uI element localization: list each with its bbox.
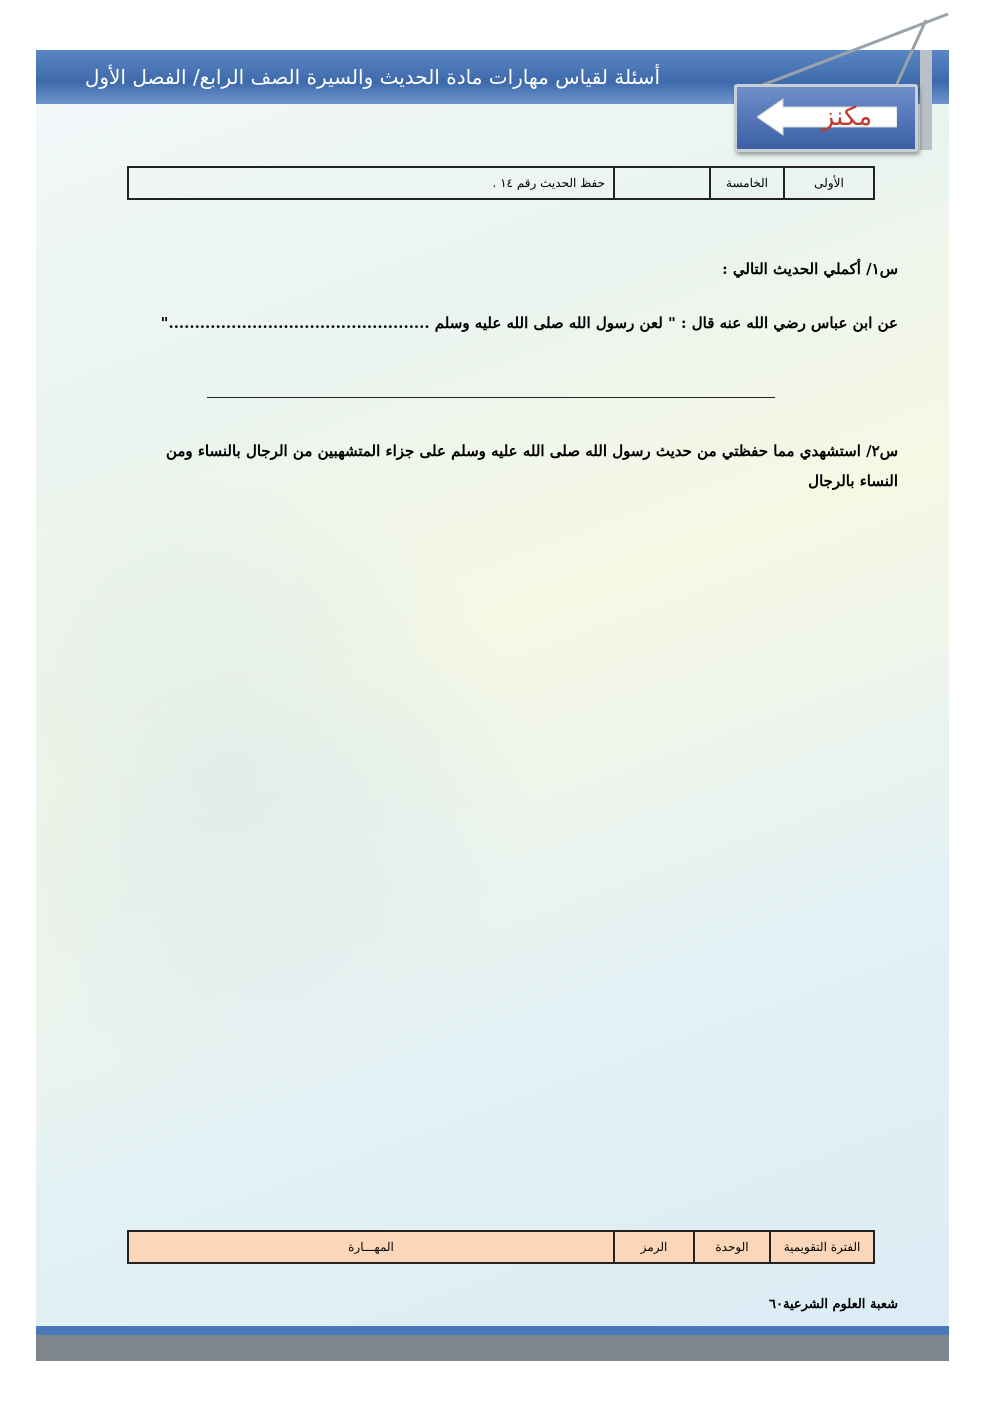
table-header-period: الفترة التقويمية [770,1231,874,1263]
question-1-body: عن ابن عباس رضي الله عنه قال : " لعن رسول الله صلى الله عليه وسلم .................................................." [160,314,898,332]
footer-band [36,1326,949,1335]
table-header-unit: الوحدة [694,1231,770,1263]
question-2-body: س٢/ استشهدي مما حفظتي من حديث رسول الله صلى الله عليه وسلم على جزاء المتشهبين من الرجال بالنساء ومن النساء بالرجال [165,442,898,490]
table-cell-code [614,167,710,199]
skill-info-table [127,166,875,200]
separator-line [207,397,775,398]
table-header-skill: المهـــارة [128,1231,614,1263]
skill-header-table [127,1230,875,1264]
signpost-text: مكنز [821,102,873,132]
table-cell-unit: الخامسة [710,167,784,199]
signpost-board [734,84,918,152]
table-cell-period: الأولى [784,167,874,199]
table-row [128,167,874,199]
table-row [128,1231,874,1263]
question-1-title: س١/ أكملي الحديث التالي : [722,260,898,278]
header-title: أسئلة لقياس مهارات مادة الحديث والسيرة الصف الرابع/ الفصل الأول [84,65,660,89]
signpost [720,10,952,150]
footer-bar [36,1335,949,1361]
footer-text: شعبة العلوم الشرعية٦٠ [769,1297,898,1312]
page-background [36,50,949,1360]
table-header-code: الرمز [614,1231,694,1263]
table-cell-skill: حفظ الحديث رقم ١٤ . [128,167,614,199]
